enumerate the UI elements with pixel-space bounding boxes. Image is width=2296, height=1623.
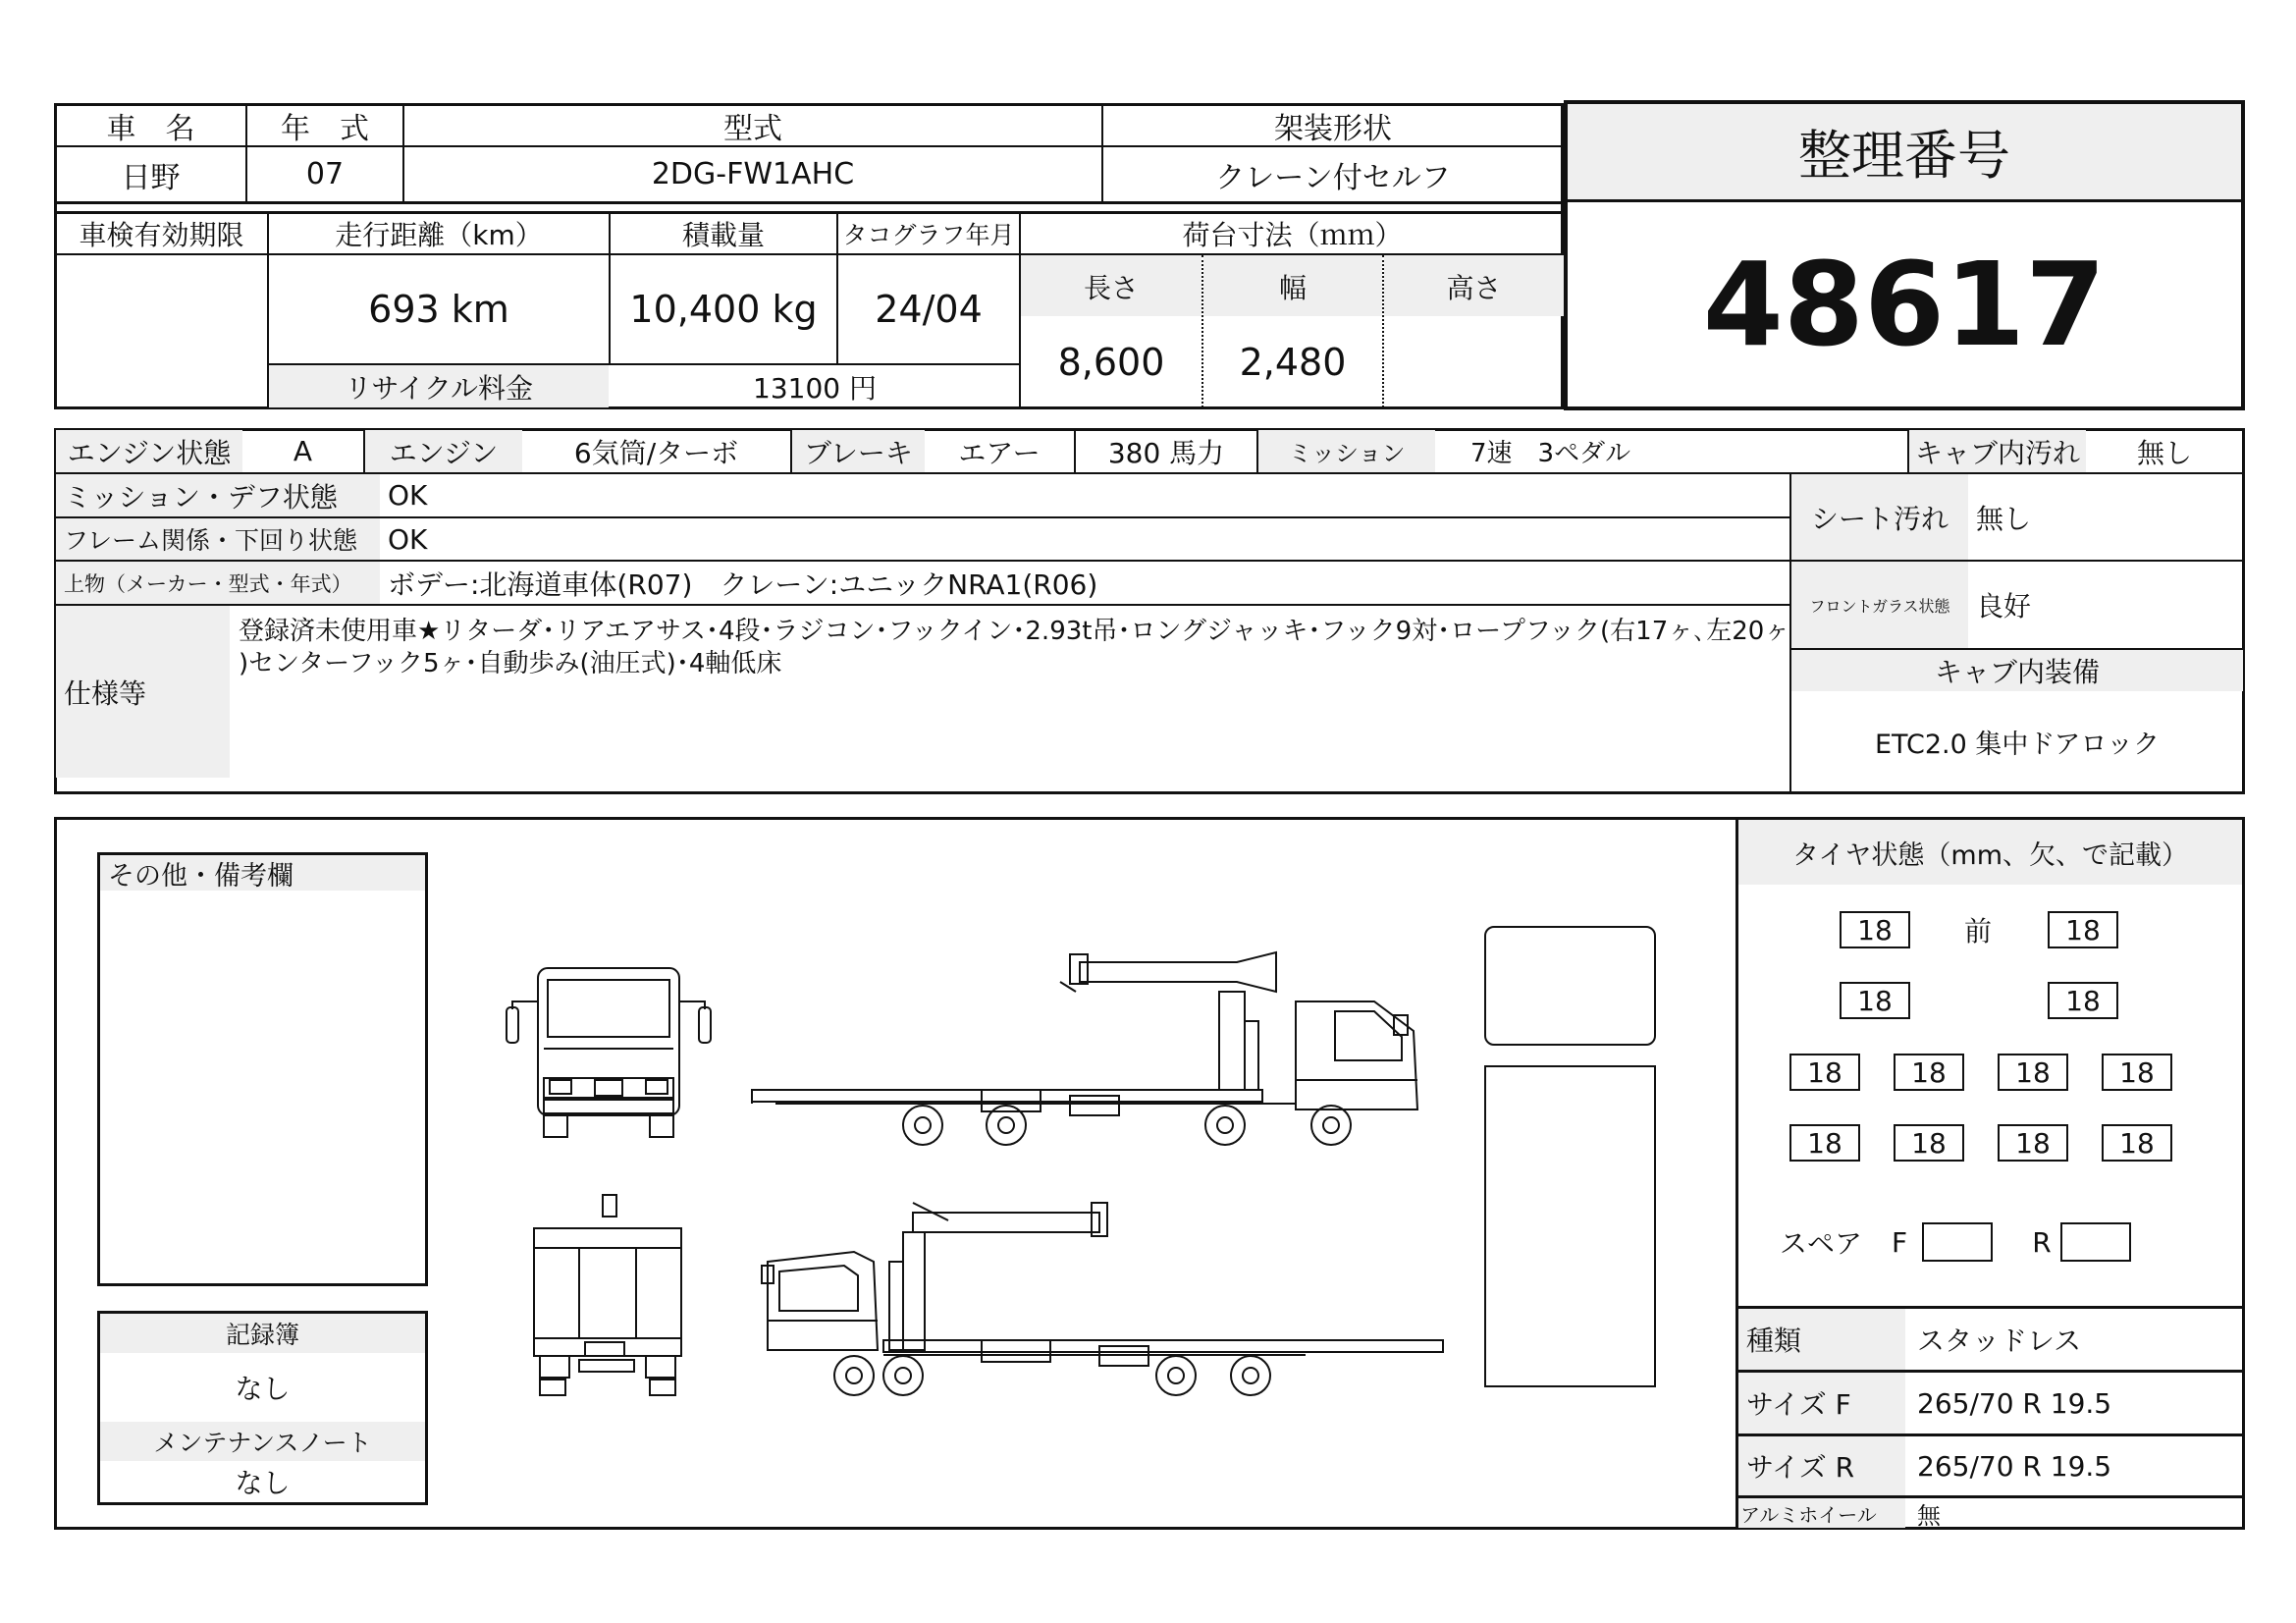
engine-label: エンジン (365, 430, 522, 472)
bed-width-label: 幅 (1203, 255, 1382, 316)
body-type-value: クレーン付セルフ (1215, 160, 1451, 195)
horsepower-value: 380 馬力 (1107, 436, 1225, 469)
alloy-label: アルミホイール (1738, 1498, 1905, 1528)
load-header: 積載量 (681, 218, 765, 251)
seat-dirt-value: 無し (1976, 502, 2032, 535)
tire-size-f-value: 265/70 R 19.5 (1917, 1386, 2112, 1420)
body-value: ボデー:北海道車体(R07) クレーン:ユニックNRA1(R06) (388, 568, 1098, 601)
top-view-bed-outline (1484, 1065, 1656, 1387)
record-label: 記録簿 (100, 1314, 425, 1353)
spec-line-2: )センターフック5ヶ･自動歩み(油圧式)･4軸低床 (239, 649, 782, 678)
tire-header: タイヤ状態（mm、欠、で記載） (1738, 820, 2242, 885)
spare-f-field (1922, 1222, 1993, 1262)
registration-number: 48617 (1702, 237, 2107, 372)
tire-rear2-2: 18 (1894, 1124, 1964, 1162)
tire-rear2-1: 18 (1789, 1124, 1860, 1162)
spare-label: スペア (1779, 1227, 1862, 1260)
body-type-header: 架装形状 (1274, 111, 1392, 146)
model-header: 型式 (723, 111, 782, 146)
year-header: 年 式 (281, 111, 369, 146)
tire-size-f-label: サイズ F (1738, 1373, 1905, 1434)
tire-front-left-2: 18 (1840, 982, 1910, 1019)
body-label: 上物（メーカー・型式・年式） (56, 562, 380, 604)
tire-rear2-4: 18 (2102, 1124, 2172, 1162)
tire-size-r-label: サイズ R (1738, 1436, 1905, 1495)
car-name-value: 日野 (121, 160, 181, 195)
car-name-header: 車 名 (106, 111, 195, 146)
bed-length-label: 長さ (1021, 255, 1201, 316)
engine-value: 6気筒/ターボ (573, 436, 739, 469)
truck-front-view-drawing (501, 962, 717, 1139)
spare-r-label: R (2032, 1225, 2052, 1259)
remarks-label: その他・備考欄 (100, 855, 425, 891)
alloy-value: 無 (1917, 1501, 1941, 1530)
mileage-header: 走行距離（km） (335, 218, 543, 251)
remarks-box (97, 852, 428, 1286)
cab-equip-value: ETC2.0 集中ドアロック (1875, 730, 2160, 760)
tire-front-left-1: 18 (1840, 911, 1910, 948)
spec-label: 仕様等 (56, 606, 230, 778)
cab-equip-label: キャブ内装備 (1791, 650, 2243, 691)
bed-height-value (1384, 316, 1564, 407)
tire-rear1-3: 18 (1998, 1054, 2068, 1091)
tire-rear1-4: 18 (2102, 1054, 2172, 1091)
tire-front-right-1: 18 (2048, 911, 2118, 948)
shaken-value (56, 255, 267, 407)
registration-title: 整理番号 (1568, 104, 2241, 199)
windshield-value: 良好 (1976, 590, 2032, 622)
truck-rear-view-drawing (530, 1193, 697, 1399)
mission-diff-value: OK (388, 479, 428, 512)
frame-label: フレーム関係・下回り状態 (56, 518, 380, 560)
year-value: 07 (305, 157, 345, 191)
model-value: 2DG-FW1AHC (651, 157, 855, 191)
bed-width-value: 2,480 (1239, 340, 1347, 384)
seat-dirt-label: シート汚れ (1791, 474, 1968, 560)
mileage-value: 693 km (368, 288, 509, 331)
spec-line-1: 登録済未使用車★リターダ･リアエアサス･4段･ラジコン･フックイン･2.93t吊･ロングジャッキ･フック9対･ロープフック(右17ヶ､左20ヶ (239, 617, 1790, 646)
maint-value: なし (235, 1467, 291, 1499)
engine-state-value: A (293, 435, 313, 467)
spare-f-label: F (1891, 1225, 1908, 1259)
tire-size-r-value: 265/70 R 19.5 (1917, 1449, 2112, 1483)
bed-length-value: 8,600 (1057, 340, 1165, 384)
brake-label: ブレーキ (792, 430, 925, 472)
brake-value: エアー (958, 436, 1041, 469)
spare-r-field (2060, 1222, 2131, 1262)
windshield-label: フロントガラス状態 (1791, 562, 1968, 648)
tacho-header: タコグラフ年月 (842, 220, 1015, 249)
bed-height-label: 高さ (1384, 255, 1564, 316)
tire-front-right-2: 18 (2048, 982, 2118, 1019)
recycle-label: リサイクル料金 (269, 365, 609, 407)
tire-front-label: 前 (1963, 915, 1992, 947)
tire-rear2-3: 18 (1998, 1124, 2068, 1162)
tire-type-label: 種類 (1738, 1309, 1905, 1370)
truck-side-view-left-drawing (756, 1193, 1443, 1399)
record-value: なし (235, 1373, 291, 1405)
frame-value: OK (388, 522, 428, 556)
tire-type-value: スタッドレス (1917, 1325, 2082, 1357)
tacho-value: 24/04 (875, 288, 983, 331)
cab-dirt-label: キャブ内汚れ (1909, 430, 2086, 472)
recycle-value: 13100 円 (753, 371, 877, 405)
top-view-cab-outline (1484, 926, 1656, 1046)
mission-diff-label: ミッション・デフ状態 (56, 474, 380, 516)
tire-rear1-2: 18 (1894, 1054, 1964, 1091)
engine-state-label: エンジン状態 (56, 430, 242, 472)
mission-label: ミッション (1258, 430, 1435, 472)
shaken-header: 車検有効期限 (79, 218, 244, 251)
cab-dirt-value: 無し (2136, 436, 2192, 469)
load-value: 10,400 kg (629, 288, 818, 331)
maint-label: メンテナンスノート (100, 1422, 425, 1461)
tire-rear1-1: 18 (1789, 1054, 1860, 1091)
truck-side-view-right-drawing (746, 943, 1443, 1149)
mission-value: 7速 3ペダル (1470, 439, 1631, 468)
bed-dims-header: 荷台寸法（ｍｍ） (1182, 218, 1403, 251)
